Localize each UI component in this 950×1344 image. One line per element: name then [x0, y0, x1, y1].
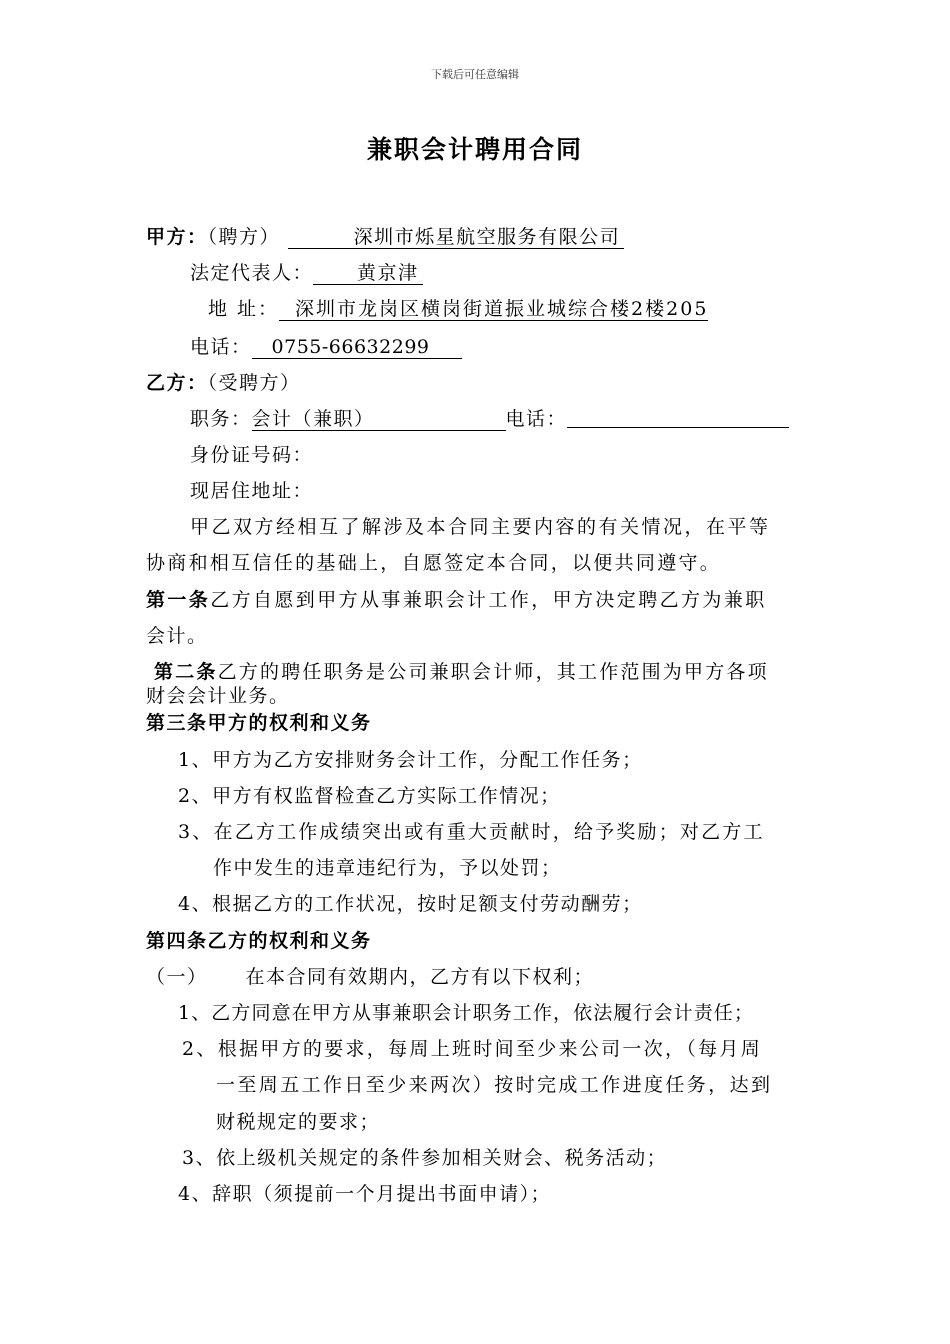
article-3-item-1: 1、甲方为乙方安排财务会计工作，分配工作任务； — [178, 749, 643, 771]
rep-name: 黄京津 — [313, 262, 423, 285]
party-b-position-line — [190, 407, 789, 431]
document-title: 兼职会计聘用合同 — [366, 135, 583, 164]
article-4-item-4: 4、辞职（须提前一个月提出书面申请）； — [178, 1183, 552, 1205]
article-4-item-3: 3、依上级机关规定的条件参加相关财会、税务活动； — [182, 1147, 668, 1169]
article-4-sub-1-number: （一） — [146, 966, 208, 988]
position-value: 会计（兼职） — [252, 408, 506, 431]
address-label: 地 址： — [208, 298, 280, 320]
article-2-line-2: 财会会计业务。 — [146, 685, 290, 707]
article-1-line-1 — [146, 588, 767, 612]
article-3-item-2: 2、甲方有权监督检查乙方实际工作情况； — [178, 785, 561, 807]
party-a-line — [146, 225, 624, 249]
address-value: 深圳市龙岗区横岗街道振业城综合楼2楼205 — [279, 298, 708, 321]
article-4-head: 第四条乙方的权利和义务 — [146, 930, 372, 952]
article-1-line-2: 会计。 — [146, 625, 208, 647]
intro-line-2: 协商和相互信任的基础上，自愿签定本合同，以便共同遵守。 — [146, 552, 722, 574]
position-label: 职务： — [190, 408, 252, 430]
party-a-company: 深圳市烁星航空服务有限公司 — [288, 226, 625, 249]
article-1-head: 第一条 — [146, 589, 211, 611]
article-2-text: 乙方的聘任职务是公司兼职会计师，其工作范围为甲方各项 — [217, 661, 769, 683]
article-3-item-4: 4、根据乙方的工作状况，按时足额支付劳动酬劳； — [178, 893, 643, 915]
article-4-item-2-cont-2: 财税规定的要求； — [216, 1111, 381, 1133]
phone-value-a: 0755-66632299 — [252, 336, 462, 359]
article-4-item-2: 2、根据甲方的要求，每周上班时间至少来公司一次，（每月周 — [182, 1038, 762, 1060]
id-label: 身份证号码： — [190, 444, 314, 466]
article-3-item-3: 3、在乙方工作成绩突出或有重大贡献时，给予奖励；对乙方工 — [178, 821, 765, 843]
article-4-item-1: 1、乙方同意在甲方从事兼职会计职务工作，依法履行会计责任； — [178, 1002, 754, 1024]
article-4-sub-1 — [146, 965, 594, 989]
party-a-rep-line — [190, 261, 423, 285]
party-a-role: （聘方） — [207, 226, 281, 248]
article-4-item-2-cont-1: 一至周五工作日至少来两次）按时完成工作进度任务，达到 — [216, 1074, 773, 1096]
article-3-head: 第三条甲方的权利和义务 — [146, 712, 372, 734]
party-b-label: 乙方： — [146, 372, 208, 394]
phone-label-a: 电话： — [190, 336, 252, 358]
header-note: 下载后可任意编辑 — [431, 68, 519, 81]
party-a-label: 甲方： — [146, 226, 208, 248]
article-2-line-1 — [154, 660, 769, 684]
article-1-text: 乙方自愿到甲方从事兼职会计工作，甲方决定聘乙方为兼职 — [210, 589, 767, 611]
residence-label: 现居住地址： — [190, 480, 314, 502]
party-a-address-line — [208, 297, 708, 321]
article-3-item-3-cont: 作中发生的违章违纪行为，予以处罚； — [213, 857, 562, 879]
article-2-head: 第二条 — [154, 661, 218, 683]
article-4-sub-1-text: 在本合同有效期内，乙方有以下权利； — [245, 966, 595, 988]
phone-blank-b — [567, 407, 789, 428]
party-a-phone-line — [190, 335, 462, 359]
party-b-line — [146, 371, 301, 395]
party-b-role: （受聘方） — [207, 372, 301, 394]
intro-line-1: 甲乙双方经相互了解涉及本合同主要内容的有关情况，在平等 — [190, 516, 771, 538]
phone-label-b: 电话： — [505, 408, 568, 430]
rep-label: 法定代表人： — [190, 262, 314, 284]
